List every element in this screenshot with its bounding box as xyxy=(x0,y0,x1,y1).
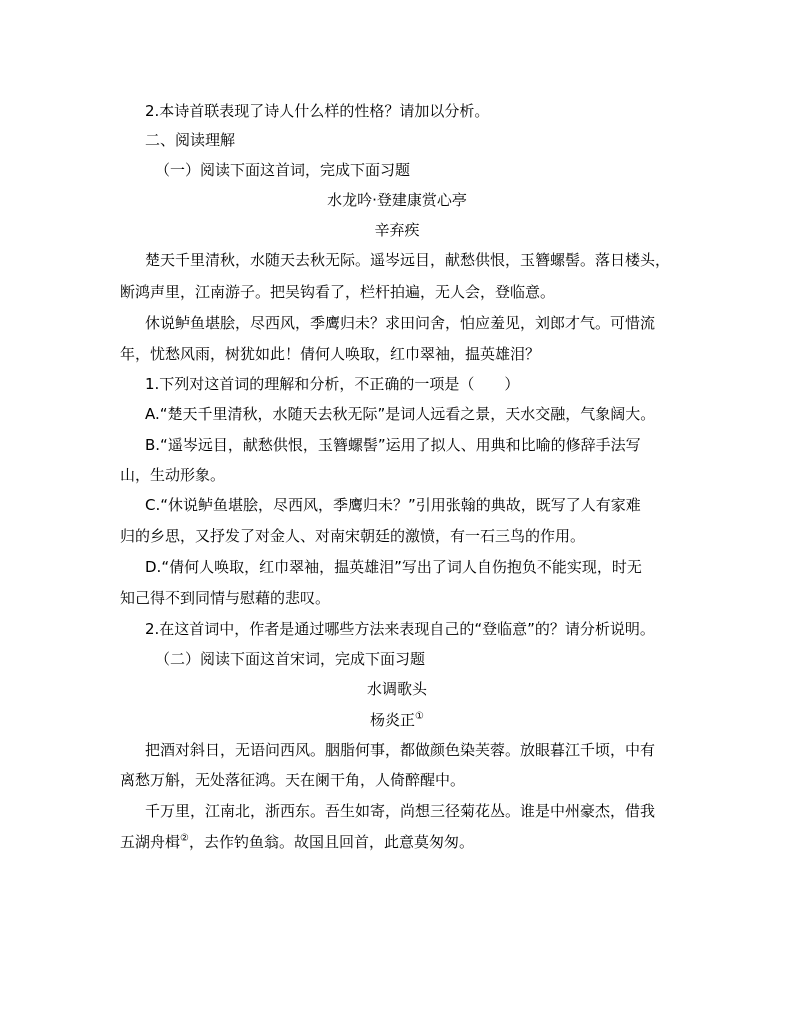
poem2-line-4-a: 五湖舟楫 xyxy=(120,833,181,851)
part1-heading: （一）阅读下面这首词，完成下面习题 xyxy=(155,161,411,179)
poem1-line: 楚天千里清秋，水随天去秋无际。遥岑远目，献愁供恨，玉簪螺髻。落日楼头， xyxy=(145,251,671,269)
poem2-line: 把酒对斜日，无语问西风。胭脂何事，都做颜色染芙蓉。放眼暮江千顷，中有 xyxy=(145,741,656,759)
poem2-line-4 xyxy=(120,832,794,852)
footnote-marker-2: ② xyxy=(180,833,189,844)
option-b-cont: 山，生动形象。 xyxy=(120,466,226,484)
option-c: C.“休说鲈鱼堪脍，尽西风，季鹰归未？”引用张翰的典故，既写了人有家难 xyxy=(145,496,641,514)
option-d: D.“倩何人唤取，红巾翠袖，揾英雄泪”写出了词人自伤抱负不能实现，时无 xyxy=(145,558,642,576)
footnote-marker-1: ① xyxy=(415,711,424,722)
poem2-line: 离愁万斛，无处落征鸿。天在阑干角，人倚醉醒中。 xyxy=(120,771,466,789)
poem2-line-4-b: ，去作钓鱼翁。故国且回首，此意莫匆匆。 xyxy=(188,833,474,851)
poem1-title: 水龙吟·登建康赏心亭 xyxy=(327,191,467,209)
poem1-author: 辛弃疾 xyxy=(374,221,420,239)
question-2-prev: 2.本诗首联表现了诗人什么样的性格？请加以分析。 xyxy=(145,102,490,120)
question-2: 2.在这首词中，作者是通过哪些方法来表现自己的“登临意”的？请分析说明。 xyxy=(145,620,655,638)
option-b: B.“遥岑远目，献愁供恨，玉簪螺髻”运用了拟人、用典和比喻的修辞手法写 xyxy=(145,436,641,454)
part2-heading: （二）阅读下面这首宋词，完成下面习题 xyxy=(155,650,426,668)
poem1-line: 休说鲈鱼堪脍，尽西风，季鹰归未？求田问舍，怕应羞见，刘郎才气。可惜流 xyxy=(145,314,656,332)
poem2-author-line xyxy=(0,710,794,730)
poem2-line: 千万里，江南北，浙西东。吾生如寄，尚想三径菊花丛。谁是中州豪杰，借我 xyxy=(145,802,656,820)
poem1-line: 断鸿声里，江南游子。把吴钩看了，栏杆拍遍，无人会，登临意。 xyxy=(120,283,556,301)
option-c-cont: 归的乡思，又抒发了对金人、对南宋朝廷的激愤，有一石三鸟的作用。 xyxy=(120,527,586,545)
section-heading: 二、阅读理解 xyxy=(145,131,236,149)
option-d-cont: 知己得不到同情与慰藉的悲叹。 xyxy=(120,589,331,607)
question-1-stem: 1.下列对这首词的理解和分析，不正确的一项是（ ） xyxy=(145,375,520,393)
poem2-author: 杨炎正 xyxy=(370,711,416,729)
poem2-title: 水调歌头 xyxy=(366,680,427,698)
option-a: A.“楚天千里清秋，水随天去秋无际”是词人远看之景，天水交融，气象阔大。 xyxy=(145,405,656,423)
poem1-line: 年，忧愁风雨，树犹如此！倩何人唤取，红巾翠袖，揾英雄泪？ xyxy=(120,345,541,363)
